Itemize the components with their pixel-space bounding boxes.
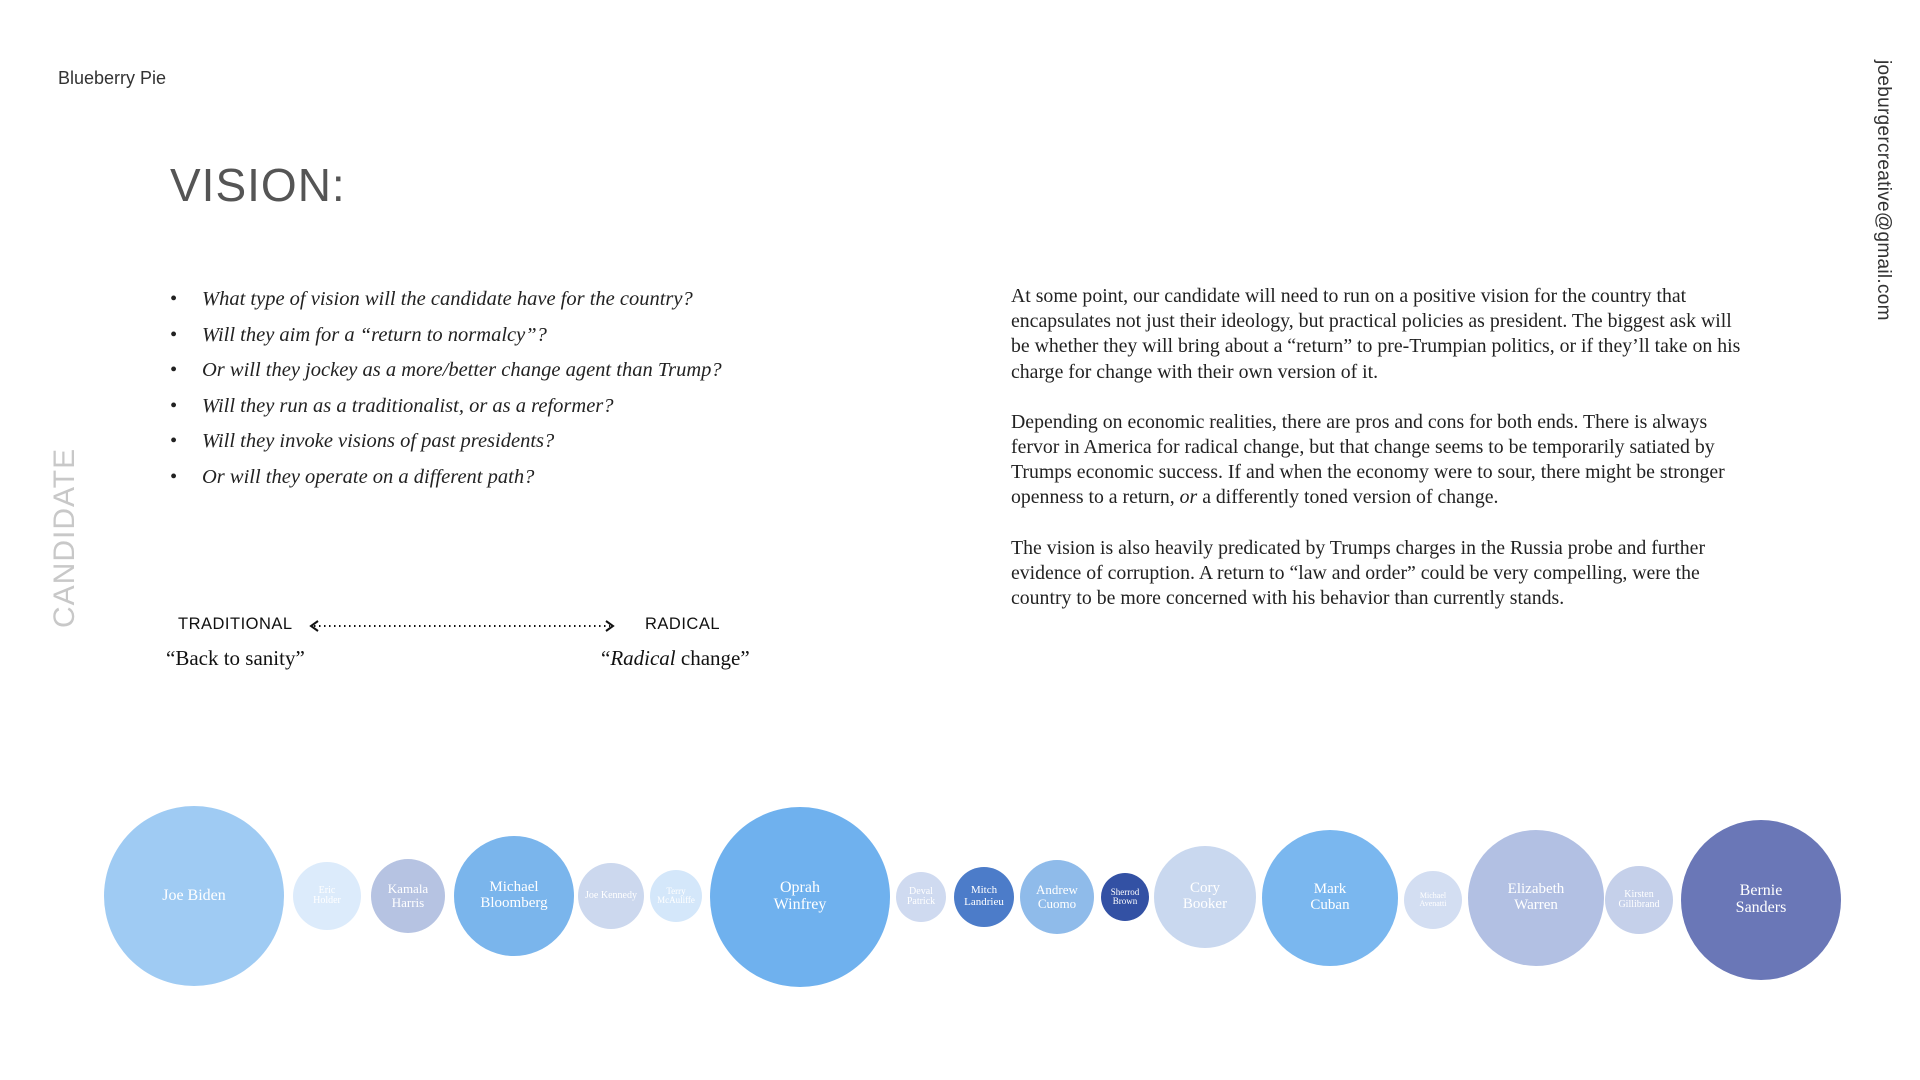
contact-email: joeburgercreative@gmail.com bbox=[1873, 60, 1894, 321]
candidate-bubble bbox=[371, 859, 445, 933]
candidate-name: Kirsten bbox=[1624, 888, 1654, 900]
candidate-name: Kamala bbox=[387, 881, 429, 897]
candidate-name: Andrew bbox=[1036, 882, 1078, 898]
candidate-bubble bbox=[454, 836, 574, 956]
candidate-name: Mark bbox=[1313, 881, 1347, 898]
candidate-name-line2: Landrieu bbox=[964, 896, 1004, 908]
paragraph-3: The vision is also heavily predicated by Trumps charges in the Russia probe and further evidence of corruption. A return to “law and order” could be very compelling, were the country to be more concerned with his behavior than currently stands. bbox=[1011, 536, 1706, 610]
candidate-name: Deval bbox=[909, 885, 933, 897]
candidate-name: Bernie bbox=[1739, 882, 1783, 900]
quote-open: “ bbox=[601, 646, 611, 670]
candidate-bubble bbox=[650, 870, 702, 922]
candidate-bubble bbox=[1154, 846, 1256, 948]
candidate-name-line2: Cuban bbox=[1310, 897, 1350, 913]
question-text: What type of vision will the candidate have for the country? bbox=[202, 288, 693, 310]
paragraph-2-end: a differently toned version of change. bbox=[1197, 486, 1499, 509]
paragraph-2-start: Depending on economic realities, there are pros and cons for both ends. There is always fervor in America for radical change, but that change seems to be temporarily satiated by Trumps economic success. If and when the economy were to sour, there might be stronger openness to a return, bbox=[1011, 410, 1725, 509]
candidate-bubble bbox=[954, 867, 1014, 927]
bullet: • bbox=[170, 359, 178, 381]
candidate-bubble bbox=[1262, 830, 1398, 966]
candidate-name: Michael bbox=[1419, 890, 1447, 900]
quote-rest: change” bbox=[675, 646, 750, 670]
candidate-name-line2: McAuliffe bbox=[657, 895, 695, 905]
list-item bbox=[170, 389, 830, 425]
bullet: • bbox=[170, 323, 178, 346]
bullet: • bbox=[170, 288, 178, 310]
candidate-bubble bbox=[1404, 871, 1462, 929]
question-text: Will they aim for a “return to normalcy”? bbox=[202, 323, 547, 346]
candidate-name-line2: Patrick bbox=[906, 896, 936, 907]
candidate-name: Terry bbox=[666, 885, 686, 896]
candidate-bubble bbox=[1681, 820, 1841, 980]
candidate-name-line2: Bloomberg bbox=[480, 895, 548, 911]
candidate-bubble bbox=[710, 807, 890, 987]
bullet: • bbox=[170, 465, 178, 488]
candidate-name-line2: Brown bbox=[1112, 896, 1138, 906]
double-arrow-icon bbox=[306, 614, 626, 638]
candidate-name: Sherrod bbox=[1110, 886, 1140, 897]
list-item bbox=[170, 282, 830, 318]
question-text: Or will they operate on a different path? bbox=[202, 465, 535, 488]
candidate-name-line2: Holder bbox=[313, 895, 341, 906]
quote-emphasis: Radical bbox=[610, 646, 676, 670]
candidate-bubble bbox=[1101, 873, 1149, 921]
paragraph-1: At some point, our candidate will need to run on a positive vision for the country that encapsulates not just their ideology, but practical policies as president. The biggest ask will be whether they will bring about a “return” to pre-Trumpian politics, or if they’ll take on his charge for change with their own version of it. bbox=[1011, 285, 1741, 383]
candidate-name: Joe Biden bbox=[162, 886, 226, 904]
candidate-bubble bbox=[1468, 830, 1604, 966]
candidate-bubble bbox=[896, 872, 946, 922]
body-text bbox=[1011, 284, 1751, 636]
list-item bbox=[170, 353, 830, 389]
page-title: VISION: bbox=[170, 159, 346, 211]
candidate-name-line2: Winfrey bbox=[773, 896, 827, 913]
question-text: Or will they jockey as a more/better change agent than Trump? bbox=[202, 359, 722, 381]
paragraph-2-emphasis: or bbox=[1179, 486, 1198, 509]
candidate-name-line2: Booker bbox=[1182, 896, 1228, 912]
vision-spectrum bbox=[178, 614, 738, 638]
section-side-label: CANDIDATE bbox=[48, 447, 81, 628]
list-item bbox=[170, 318, 830, 354]
candidate-bubble bbox=[293, 862, 361, 930]
candidate-name-line2: Avenatti bbox=[1419, 899, 1447, 908]
paragraph-2 bbox=[1011, 410, 1751, 511]
candidate-name: Cory bbox=[1189, 880, 1220, 897]
list-item bbox=[170, 424, 830, 460]
brand-name: Blueberry Pie bbox=[58, 68, 167, 88]
candidate-name: Oprah bbox=[780, 879, 820, 897]
candidate-bubble bbox=[104, 806, 284, 986]
candidate-bubble bbox=[578, 863, 644, 929]
list-item bbox=[170, 460, 830, 496]
candidate-bubble bbox=[1020, 860, 1094, 934]
candidate-name-line2: Sanders bbox=[1735, 899, 1787, 916]
question-text: Will they run as a traditionalist, or as a reformer? bbox=[202, 394, 614, 417]
question-text: Will they invoke visions of past presidents? bbox=[202, 430, 555, 452]
candidate-name: Michael bbox=[489, 879, 539, 896]
radical-label: RADICAL bbox=[645, 615, 721, 633]
candidate-name-line2: Cuomo bbox=[1037, 896, 1077, 911]
candidate-name-line2: Harris bbox=[391, 895, 425, 910]
bullet: • bbox=[170, 430, 178, 452]
candidate-name: Joe Kennedy bbox=[585, 889, 637, 901]
traditional-label: TRADITIONAL bbox=[178, 615, 293, 633]
question-list bbox=[170, 282, 830, 495]
candidate-name: Mitch bbox=[970, 884, 998, 897]
radical-quote bbox=[601, 646, 750, 671]
candidate-name-line2: Gillibrand bbox=[1618, 899, 1660, 910]
candidate-name: Elizabeth bbox=[1507, 881, 1565, 898]
candidate-bubble bbox=[1605, 866, 1673, 934]
bullet: • bbox=[170, 394, 178, 417]
traditional-quote: “Back to sanity” bbox=[166, 646, 305, 670]
candidate-name: Eric bbox=[318, 884, 336, 896]
candidate-name-line2: Warren bbox=[1514, 897, 1558, 913]
